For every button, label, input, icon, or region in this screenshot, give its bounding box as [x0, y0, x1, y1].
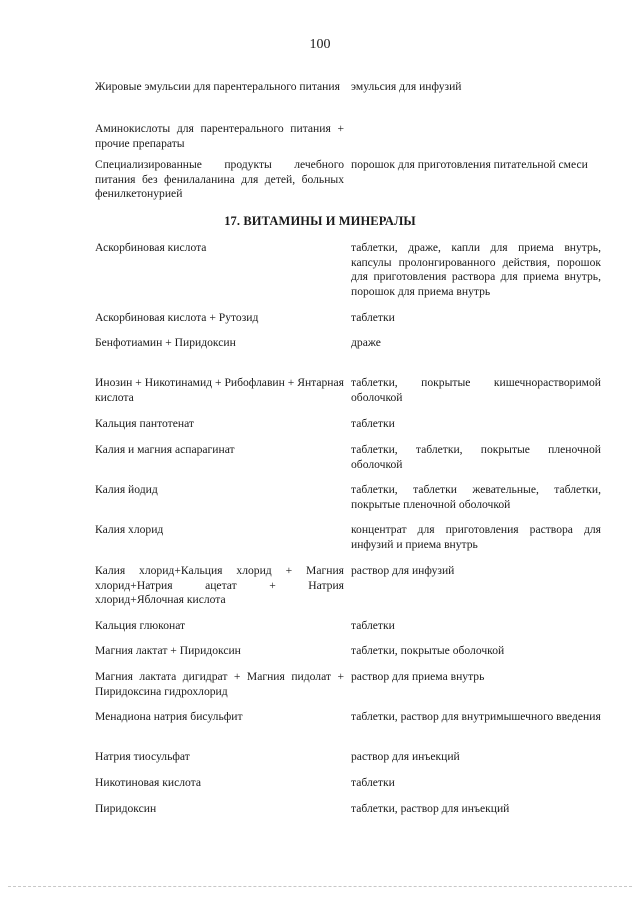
drug-name: Никотиновая кислота: [95, 776, 202, 789]
drug-name: Магния лактата дигидрат + Магния пидолат + Пиридоксина гидрохлорид: [95, 670, 344, 698]
dosage-form: таблетки, покрытые кишечнорастворимой оболочкой: [351, 376, 601, 404]
dosage-form: таблетки, драже, капли для приема внутрь, капсулы пролонгированного действия, порошок для приготовления раствора для приема внутрь, порошок для приема внутрь: [351, 241, 601, 298]
page-number: 100: [309, 37, 331, 52]
drug-name: Магния лактат + Пиридоксин: [95, 644, 241, 657]
drug-name: Аминокислоты для парентерального питания + прочие препараты: [95, 122, 344, 150]
dosage-form: раствор для инъекций: [351, 750, 460, 763]
dosage-form: таблетки, покрытые оболочкой: [351, 644, 505, 657]
dosage-form: таблетки, таблетки, покрытые пленочной оболочкой: [351, 443, 601, 471]
dosage-form: таблетки: [351, 311, 395, 324]
scan-edge-divider: [8, 886, 632, 887]
dosage-form: таблетки: [351, 417, 395, 430]
drug-name: Кальция глюконат: [95, 619, 186, 632]
drug-name: Менадиона натрия бисульфит: [95, 710, 243, 723]
drug-name: Калия йодид: [95, 483, 158, 496]
drug-name: Аскорбиновая кислота: [95, 241, 207, 254]
dosage-form: таблетки: [351, 776, 395, 789]
drug-name: Бенфотиамин + Пиридоксин: [95, 336, 236, 349]
dosage-form: таблетки: [351, 619, 395, 632]
drug-name: Калия хлорид: [95, 523, 164, 536]
drug-name: Калия и магния аспарагинат: [95, 443, 235, 456]
dosage-form: эмульсия для инфузий: [351, 80, 462, 93]
drug-name: Пиридоксин: [95, 802, 157, 815]
dosage-form: таблетки, раствор для внутримышечного введения: [351, 710, 601, 723]
drug-name: Жировые эмульсии для парентерального питания: [95, 80, 340, 93]
dosage-form: драже: [351, 336, 381, 349]
dosage-form: таблетки, таблетки жевательные, таблетки, покрытые пленочной оболочкой: [351, 483, 601, 511]
dosage-form: раствор для приема внутрь: [351, 670, 485, 683]
dosage-form: концентрат для приготовления раствора для инфузий и приема внутрь: [351, 523, 601, 551]
drug-name: Специализированные продукты лечебного питания без фенилаланина для детей, больных фенилкетонурией: [95, 158, 344, 201]
section-title: 17. ВИТАМИНЫ И МИНЕРАЛЫ: [224, 214, 416, 228]
dosage-form: порошок для приготовления питательной смеси: [351, 158, 588, 171]
drug-name: Калия хлорид+Кальция хлорид + Магния хлорид+Натрия ацетат + Натрия хлорид+Яблочная кислота: [95, 564, 344, 607]
dosage-form: раствор для инфузий: [351, 564, 455, 577]
drug-name: Кальция пантотенат: [95, 417, 194, 430]
dosage-form: таблетки, раствор для инъекций: [351, 802, 510, 815]
drug-name: Аскорбиновая кислота + Рутозид: [95, 311, 259, 324]
drug-name: Инозин + Никотинамид + Рибофлавин + Янтарная кислота: [95, 376, 344, 404]
drug-name: Натрия тиосульфат: [95, 750, 190, 763]
